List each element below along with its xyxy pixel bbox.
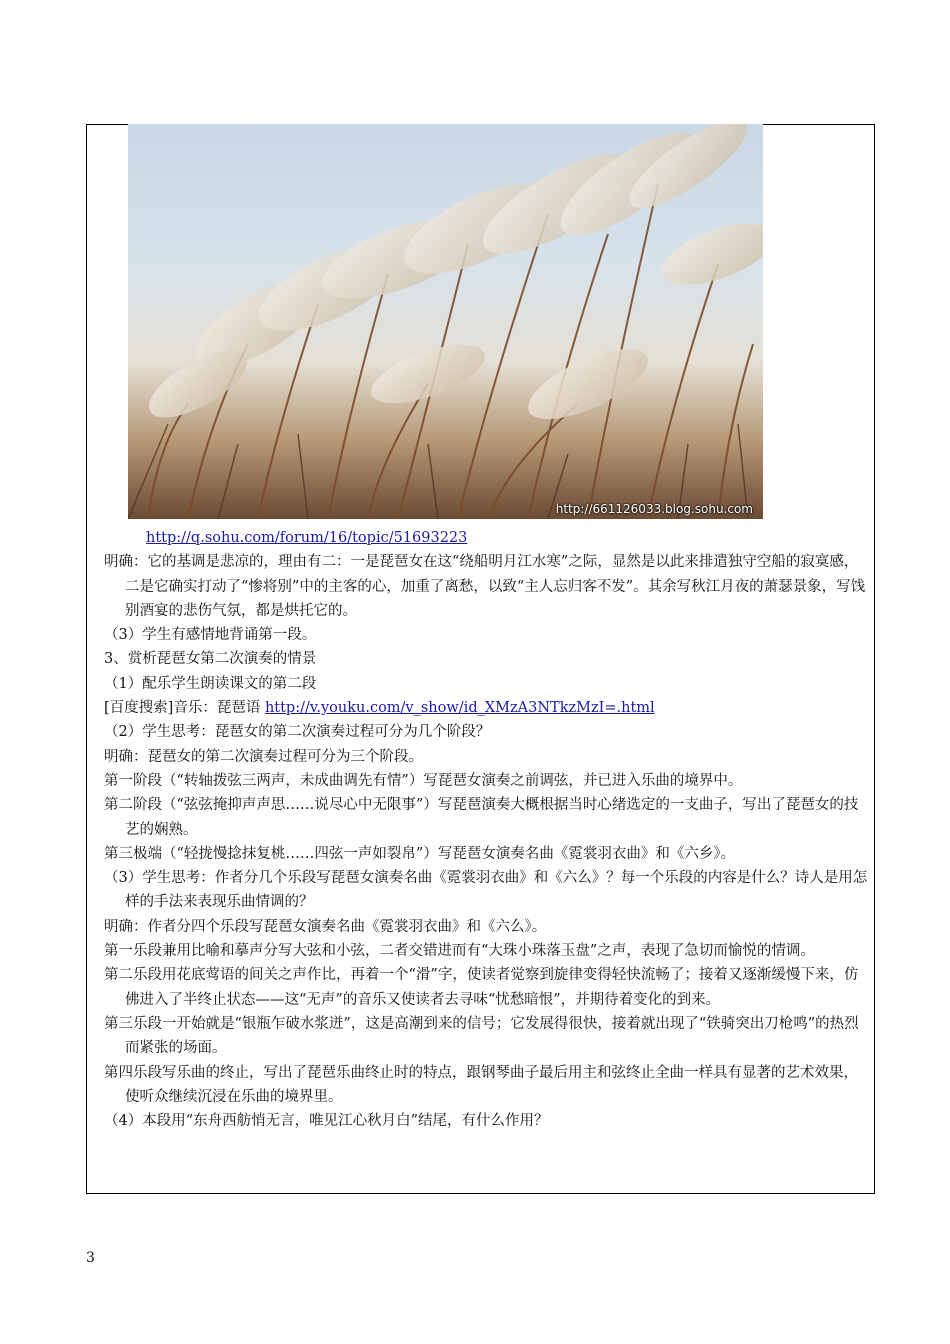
paragraph-14: 第二乐段用花底莺语的间关之声作比，再着一个“滑”字，使读者觉察到旋律变得轻快流畅了；接着又逐渐缓慢下来，仿佛进入了半终止状态——这“无声”的音乐又使读者去寻味“忧愁暗恨”，并期待着变化的到来。 — [104, 967, 859, 1008]
photo-watermark: http://661126033.blog.sohu.com — [555, 502, 753, 516]
music-link[interactable]: http://v.youku.com/v_show/id_XMzA3NTkzMzI=.html — [264, 700, 655, 717]
paragraph-10: 第三极端（“轻拢慢捻抹复桃……四弦一声如裂帛”）写琵琶女演奏名曲《霓裳羽衣曲》和《六乡》。 — [104, 845, 736, 862]
lesson-content — [104, 526, 870, 1133]
paragraph-11: （3）学生思考：作者分几个乐段写琵琶女演奏名曲《霓裳羽衣曲》和《六么》？每一个乐段的内容是什么？诗人是用怎样的手法来表现乐曲情调的？ — [104, 870, 868, 911]
paragraph-12: 明确：作者分四个乐段写琵琶女演奏名曲《霓裳羽衣曲》和《六么》。 — [104, 918, 547, 935]
music-search-line — [104, 696, 870, 720]
section-heading-3: 3、赏析琵琶女第二次演奏的情景 — [104, 651, 317, 668]
paragraph-2: （3）学生有感情地背诵第一段。 — [104, 627, 317, 644]
paragraph-6: （2）学生思考：琵琶女的第二次演奏过程可分为几个阶段？ — [104, 724, 491, 741]
paragraph-17: （4）本段用“东舟西舫悄无言，唯见江心秋月白”结尾，有什么作用？ — [104, 1113, 549, 1130]
page-number: 3 — [86, 1250, 95, 1266]
music-search-prefix: [百度搜索]音乐：琵琶语 — [104, 700, 265, 717]
reed-illustration — [128, 124, 763, 519]
paragraph-13: 第一乐段兼用比喻和摹声分写大弦和小弦，二者交错进而有“大珠小珠落玉盘”之声，表现了急切而愉悦的情调。 — [104, 943, 815, 960]
source-link-line — [104, 526, 870, 550]
paragraph-7: 明确：琵琶女的第二次演奏过程可分为三个阶段。 — [104, 748, 423, 765]
paragraph-9: 第二阶段（“弦弦掩抑声声思……说尽心中无限事”）写琵琶演奏大概根据当时心绪选定的一支曲子，写出了琵琶女的技艺的娴熟。 — [104, 797, 859, 838]
reed-photo — [128, 124, 763, 519]
paragraph-1: 明确：它的基调是悲凉的，理由有二：一是琵琶女在这“绕船明月江水寒”之际，显然是以此来排遣独守空船的寂寞感，二是它确实打动了“惨将别”中的主客的心，加重了离愁，以致“主人忘归客不发”。其余写秋江月夜的萧瑟景象，写饯别酒宴的悲伤气氛，都是烘托它的。 — [104, 554, 866, 619]
paragraph-8: 第一阶段（“转轴拨弦三两声，未成曲调先有情”）写琵琶女演奏之前调弦，并已进入乐曲的境界中。 — [104, 772, 743, 789]
source-link[interactable]: http://q.sohu.com/forum/16/topic/51693223 — [146, 530, 468, 546]
paragraph-15: 第三乐段一开始就是“银瓶乍破水浆迸”，这是高潮到来的信号；它发展得很快，接着就出现了“铁骑突出刀枪鸣”的热烈而紧张的场面。 — [104, 1015, 859, 1057]
paragraph-16: 第四乐段写乐曲的终止，写出了琵琶乐曲终止时的特点，跟钢琴曲子最后用主和弦终止全曲一样具有显著的艺术效果，使听众继续沉浸在乐曲的境界里。 — [104, 1064, 858, 1105]
paragraph-4: （1）配乐学生朗读课文的第二段 — [104, 675, 317, 692]
